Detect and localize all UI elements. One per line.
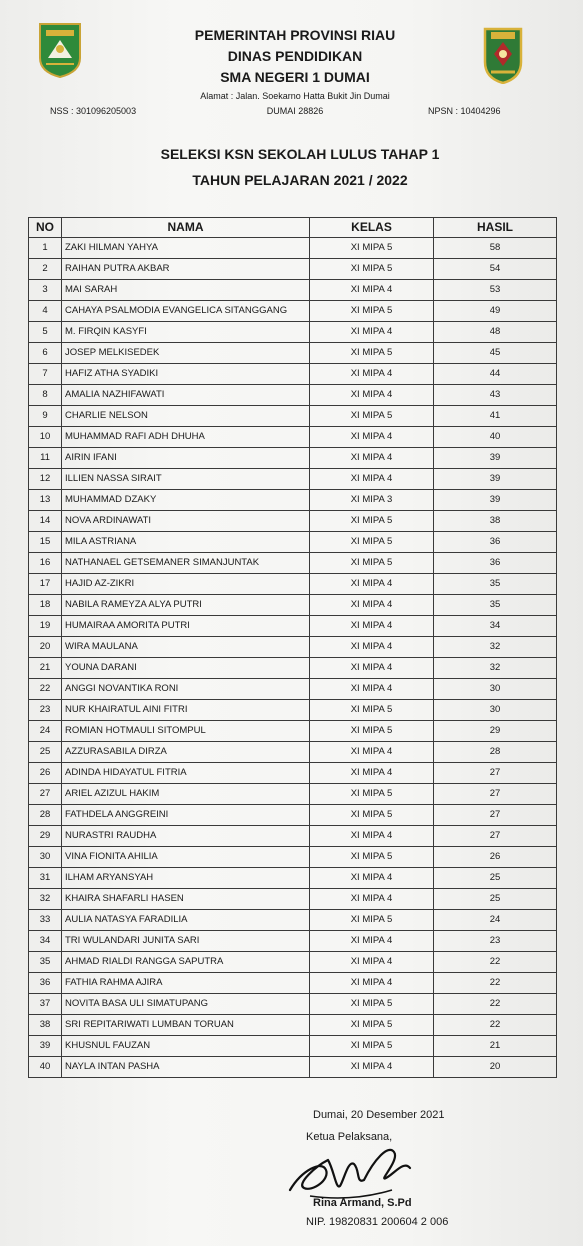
cell-no: 8 xyxy=(29,385,62,406)
table-row xyxy=(29,595,557,616)
cell-nama: ANGGI NOVANTIKA RONI xyxy=(62,679,310,700)
table-row xyxy=(29,805,557,826)
cell-nama: TRI WULANDARI JUNITA SARI xyxy=(62,931,310,952)
table-row xyxy=(29,259,557,280)
government-header: PEMERINTAH PROVINSI RIAU xyxy=(194,27,396,43)
cell-no: 29 xyxy=(29,826,62,847)
cell-kelas: XI MIPA 5 xyxy=(310,805,434,826)
cell-no: 38 xyxy=(29,1015,62,1036)
cell-nama: NOVITA BASA ULI SIMATUPANG xyxy=(62,994,310,1015)
cell-nama: HUMAIRAA AMORITA PUTRI xyxy=(62,616,310,637)
cell-hasil: 23 xyxy=(434,931,557,952)
cell-nama: NAYLA INTAN PASHA xyxy=(62,1057,310,1078)
cell-no: 31 xyxy=(29,868,62,889)
cell-nama: NUR KHAIRATUL AINI FITRI xyxy=(62,700,310,721)
cell-nama: KHUSNUL FAUZAN xyxy=(62,1036,310,1057)
table-row xyxy=(29,742,557,763)
cell-no: 14 xyxy=(29,511,62,532)
table-row xyxy=(29,889,557,910)
cell-nama: CAHAYA PSALMODIA EVANGELICA SITANGGANG xyxy=(62,301,310,322)
cell-hasil: 24 xyxy=(434,910,557,931)
table-row xyxy=(29,280,557,301)
cell-hasil: 32 xyxy=(434,658,557,679)
cell-kelas: XI MIPA 5 xyxy=(310,784,434,805)
school-name: SMA NEGERI 1 DUMAI xyxy=(220,69,370,85)
signatory-nip: NIP. 19820831 200604 2 006 xyxy=(306,1216,449,1228)
cell-kelas: XI MIPA 4 xyxy=(310,931,434,952)
column-header-no: NO xyxy=(29,218,62,238)
cell-hasil: 44 xyxy=(434,364,557,385)
npsn-number: NPSN : 10404296 xyxy=(428,106,501,116)
cell-nama: KHAIRA SHAFARLI HASEN xyxy=(62,889,310,910)
cell-kelas: XI MIPA 4 xyxy=(310,868,434,889)
cell-hasil: 36 xyxy=(434,553,557,574)
table-row xyxy=(29,679,557,700)
table-row xyxy=(29,973,557,994)
cell-no: 20 xyxy=(29,637,62,658)
cell-kelas: XI MIPA 4 xyxy=(310,658,434,679)
cell-nama: RAIHAN PUTRA AKBAR xyxy=(62,259,310,280)
cell-no: 2 xyxy=(29,259,62,280)
cell-nama: ARIEL AZIZUL HAKIM xyxy=(62,784,310,805)
signature-date: Dumai, 20 Desember 2021 xyxy=(313,1109,445,1121)
cell-no: 30 xyxy=(29,847,62,868)
cell-nama: ZAKI HILMAN YAHYA xyxy=(62,238,310,259)
table-row xyxy=(29,301,557,322)
results-table xyxy=(28,217,557,1078)
cell-nama: SRI REPITARIWATI LUMBAN TORUAN xyxy=(62,1015,310,1036)
cell-no: 40 xyxy=(29,1057,62,1078)
cell-nama: ILHAM ARYANSYAH xyxy=(62,868,310,889)
table-row xyxy=(29,721,557,742)
table-row xyxy=(29,511,557,532)
cell-kelas: XI MIPA 4 xyxy=(310,364,434,385)
cell-hasil: 22 xyxy=(434,994,557,1015)
cell-no: 15 xyxy=(29,532,62,553)
cell-kelas: XI MIPA 4 xyxy=(310,973,434,994)
cell-nama: JOSEP MELKISEDEK xyxy=(62,343,310,364)
cell-kelas: XI MIPA 4 xyxy=(310,679,434,700)
cell-kelas: XI MIPA 4 xyxy=(310,595,434,616)
cell-hasil: 27 xyxy=(434,763,557,784)
table-row xyxy=(29,763,557,784)
cell-hasil: 20 xyxy=(434,1057,557,1078)
cell-kelas: XI MIPA 5 xyxy=(310,343,434,364)
cell-no: 9 xyxy=(29,406,62,427)
table-row xyxy=(29,1015,557,1036)
school-city: DUMAI 28826 xyxy=(266,106,324,116)
cell-hasil: 38 xyxy=(434,511,557,532)
cell-hasil: 40 xyxy=(434,427,557,448)
cell-no: 34 xyxy=(29,931,62,952)
cell-nama: FATHDELA ANGGREINI xyxy=(62,805,310,826)
cell-hasil: 49 xyxy=(434,301,557,322)
cell-kelas: XI MIPA 5 xyxy=(310,994,434,1015)
cell-no: 6 xyxy=(29,343,62,364)
cell-kelas: XI MIPA 5 xyxy=(310,1015,434,1036)
table-row xyxy=(29,427,557,448)
cell-hasil: 48 xyxy=(434,322,557,343)
cell-hasil: 27 xyxy=(434,805,557,826)
table-row xyxy=(29,910,557,931)
cell-nama: NABILA RAMEYZA ALYA PUTRI xyxy=(62,595,310,616)
cell-kelas: XI MIPA 4 xyxy=(310,427,434,448)
column-header-kelas: KELAS xyxy=(310,218,434,238)
table-row xyxy=(29,868,557,889)
cell-hasil: 54 xyxy=(434,259,557,280)
cell-kelas: XI MIPA 4 xyxy=(310,385,434,406)
cell-nama: AZZURASABILA DIRZA xyxy=(62,742,310,763)
cell-no: 4 xyxy=(29,301,62,322)
cell-hasil: 35 xyxy=(434,595,557,616)
cell-nama: MUHAMMAD RAFI ADH DHUHA xyxy=(62,427,310,448)
cell-hasil: 45 xyxy=(434,343,557,364)
cell-kelas: XI MIPA 4 xyxy=(310,952,434,973)
cell-no: 1 xyxy=(29,238,62,259)
cell-hasil: 41 xyxy=(434,406,557,427)
cell-hasil: 43 xyxy=(434,385,557,406)
table-row xyxy=(29,322,557,343)
cell-kelas: XI MIPA 5 xyxy=(310,1036,434,1057)
cell-no: 16 xyxy=(29,553,62,574)
table-row xyxy=(29,826,557,847)
cell-kelas: XI MIPA 5 xyxy=(310,847,434,868)
cell-kelas: XI MIPA 4 xyxy=(310,322,434,343)
cell-hasil: 36 xyxy=(434,532,557,553)
cell-nama: VINA FIONITA AHILIA xyxy=(62,847,310,868)
cell-nama: CHARLIE NELSON xyxy=(62,406,310,427)
cell-hasil: 35 xyxy=(434,574,557,595)
cell-no: 39 xyxy=(29,1036,62,1057)
table-row xyxy=(29,1057,557,1078)
riau-province-emblem-icon xyxy=(38,22,82,78)
table-row xyxy=(29,448,557,469)
cell-hasil: 25 xyxy=(434,868,557,889)
cell-kelas: XI MIPA 5 xyxy=(310,721,434,742)
cell-kelas: XI MIPA 5 xyxy=(310,910,434,931)
table-row xyxy=(29,364,557,385)
cell-kelas: XI MIPA 4 xyxy=(310,280,434,301)
cell-no: 17 xyxy=(29,574,62,595)
table-row xyxy=(29,553,557,574)
cell-kelas: XI MIPA 4 xyxy=(310,574,434,595)
cell-kelas: XI MIPA 5 xyxy=(310,532,434,553)
cell-kelas: XI MIPA 4 xyxy=(310,616,434,637)
cell-no: 35 xyxy=(29,952,62,973)
signatory-name: Rina Armand, S.Pd xyxy=(313,1197,412,1209)
cell-hasil: 58 xyxy=(434,238,557,259)
cell-hasil: 53 xyxy=(434,280,557,301)
cell-hasil: 26 xyxy=(434,847,557,868)
table-row xyxy=(29,637,557,658)
cell-kelas: XI MIPA 5 xyxy=(310,238,434,259)
cell-nama: MAI SARAH xyxy=(62,280,310,301)
cell-hasil: 22 xyxy=(434,1015,557,1036)
cell-hasil: 27 xyxy=(434,826,557,847)
table-row xyxy=(29,406,557,427)
table-row xyxy=(29,1036,557,1057)
table-row xyxy=(29,952,557,973)
cell-hasil: 39 xyxy=(434,490,557,511)
cell-nama: ILLIEN NASSA SIRAIT xyxy=(62,469,310,490)
cell-no: 18 xyxy=(29,595,62,616)
cell-kelas: XI MIPA 5 xyxy=(310,553,434,574)
cell-nama: AULIA NATASYA FARADILIA xyxy=(62,910,310,931)
cell-nama: AHMAD RIALDI RANGGA SAPUTRA xyxy=(62,952,310,973)
cell-no: 19 xyxy=(29,616,62,637)
table-row xyxy=(29,847,557,868)
cell-no: 22 xyxy=(29,679,62,700)
cell-hasil: 22 xyxy=(434,952,557,973)
cell-no: 25 xyxy=(29,742,62,763)
cell-nama: AMALIA NAZHIFAWATI xyxy=(62,385,310,406)
cell-hasil: 22 xyxy=(434,973,557,994)
document-title: SELEKSI KSN SEKOLAH LULUS TAHAP 1 xyxy=(160,146,440,162)
cell-kelas: XI MIPA 4 xyxy=(310,763,434,784)
table-row xyxy=(29,238,557,259)
cell-hasil: 34 xyxy=(434,616,557,637)
cell-nama: MILA ASTRIANA xyxy=(62,532,310,553)
cell-kelas: XI MIPA 3 xyxy=(310,490,434,511)
table-header-row xyxy=(29,218,557,238)
table-row xyxy=(29,532,557,553)
cell-no: 10 xyxy=(29,427,62,448)
cell-kelas: XI MIPA 5 xyxy=(310,700,434,721)
cell-no: 24 xyxy=(29,721,62,742)
cell-hasil: 29 xyxy=(434,721,557,742)
cell-no: 36 xyxy=(29,973,62,994)
cell-no: 28 xyxy=(29,805,62,826)
cell-nama: NATHANAEL GETSEMANER SIMANJUNTAK xyxy=(62,553,310,574)
cell-kelas: XI MIPA 4 xyxy=(310,826,434,847)
table-row xyxy=(29,931,557,952)
cell-nama: ADINDA HIDAYATUL FITRIA xyxy=(62,763,310,784)
cell-nama: YOUNA DARANI xyxy=(62,658,310,679)
table-row xyxy=(29,343,557,364)
school-address: Alamat : Jalan. Soekarno Hatta Bukit Jin Dumai xyxy=(200,91,390,101)
table-row xyxy=(29,994,557,1015)
cell-hasil: 28 xyxy=(434,742,557,763)
cell-nama: HAFIZ ATHA SYADIKI xyxy=(62,364,310,385)
cell-no: 33 xyxy=(29,910,62,931)
table-row xyxy=(29,469,557,490)
cell-hasil: 21 xyxy=(434,1036,557,1057)
cell-no: 3 xyxy=(29,280,62,301)
column-header-hasil: HASIL xyxy=(434,218,557,238)
cell-nama: MUHAMMAD DZAKY xyxy=(62,490,310,511)
cell-hasil: 27 xyxy=(434,784,557,805)
cell-nama: WIRA MAULANA xyxy=(62,637,310,658)
cell-kelas: XI MIPA 5 xyxy=(310,301,434,322)
cell-kelas: XI MIPA 5 xyxy=(310,511,434,532)
cell-nama: HAJID AZ-ZIKRI xyxy=(62,574,310,595)
column-header-nama: NAMA xyxy=(62,218,310,238)
cell-no: 5 xyxy=(29,322,62,343)
signatory-role: Ketua Pelaksana, xyxy=(306,1131,393,1143)
table-row xyxy=(29,700,557,721)
cell-kelas: XI MIPA 5 xyxy=(310,259,434,280)
cell-nama: M. FIRQIN KASYFI xyxy=(62,322,310,343)
cell-no: 11 xyxy=(29,448,62,469)
cell-no: 7 xyxy=(29,364,62,385)
cell-hasil: 25 xyxy=(434,889,557,910)
cell-hasil: 39 xyxy=(434,448,557,469)
table-row xyxy=(29,784,557,805)
cell-kelas: XI MIPA 4 xyxy=(310,448,434,469)
cell-nama: NURASTRI RAUDHA xyxy=(62,826,310,847)
table-row xyxy=(29,490,557,511)
cell-nama: AIRIN IFANI xyxy=(62,448,310,469)
cell-nama: FATHIA RAHMA AJIRA xyxy=(62,973,310,994)
cell-hasil: 30 xyxy=(434,679,557,700)
table-row xyxy=(29,658,557,679)
cell-no: 23 xyxy=(29,700,62,721)
cell-hasil: 39 xyxy=(434,469,557,490)
table-row xyxy=(29,616,557,637)
cell-no: 12 xyxy=(29,469,62,490)
cell-kelas: XI MIPA 4 xyxy=(310,637,434,658)
cell-no: 21 xyxy=(29,658,62,679)
cell-no: 26 xyxy=(29,763,62,784)
cell-kelas: XI MIPA 4 xyxy=(310,742,434,763)
cell-no: 32 xyxy=(29,889,62,910)
cell-kelas: XI MIPA 4 xyxy=(310,1057,434,1078)
cell-kelas: XI MIPA 5 xyxy=(310,406,434,427)
nss-number: NSS : 301096205003 xyxy=(50,106,137,116)
cell-no: 13 xyxy=(29,490,62,511)
cell-nama: NOVA ARDINAWATI xyxy=(62,511,310,532)
cell-no: 27 xyxy=(29,784,62,805)
cell-hasil: 30 xyxy=(434,700,557,721)
cell-hasil: 32 xyxy=(434,637,557,658)
cell-nama: ROMIAN HOTMAULI SITOMPUL xyxy=(62,721,310,742)
cell-kelas: XI MIPA 4 xyxy=(310,889,434,910)
cell-no: 37 xyxy=(29,994,62,1015)
table-row xyxy=(29,385,557,406)
department-header: DINAS PENDIDIKAN xyxy=(227,48,363,64)
school-emblem-icon xyxy=(482,26,524,84)
cell-kelas: XI MIPA 4 xyxy=(310,469,434,490)
academic-year: TAHUN PELAJARAN 2021 / 2022 xyxy=(192,172,408,188)
table-row xyxy=(29,574,557,595)
